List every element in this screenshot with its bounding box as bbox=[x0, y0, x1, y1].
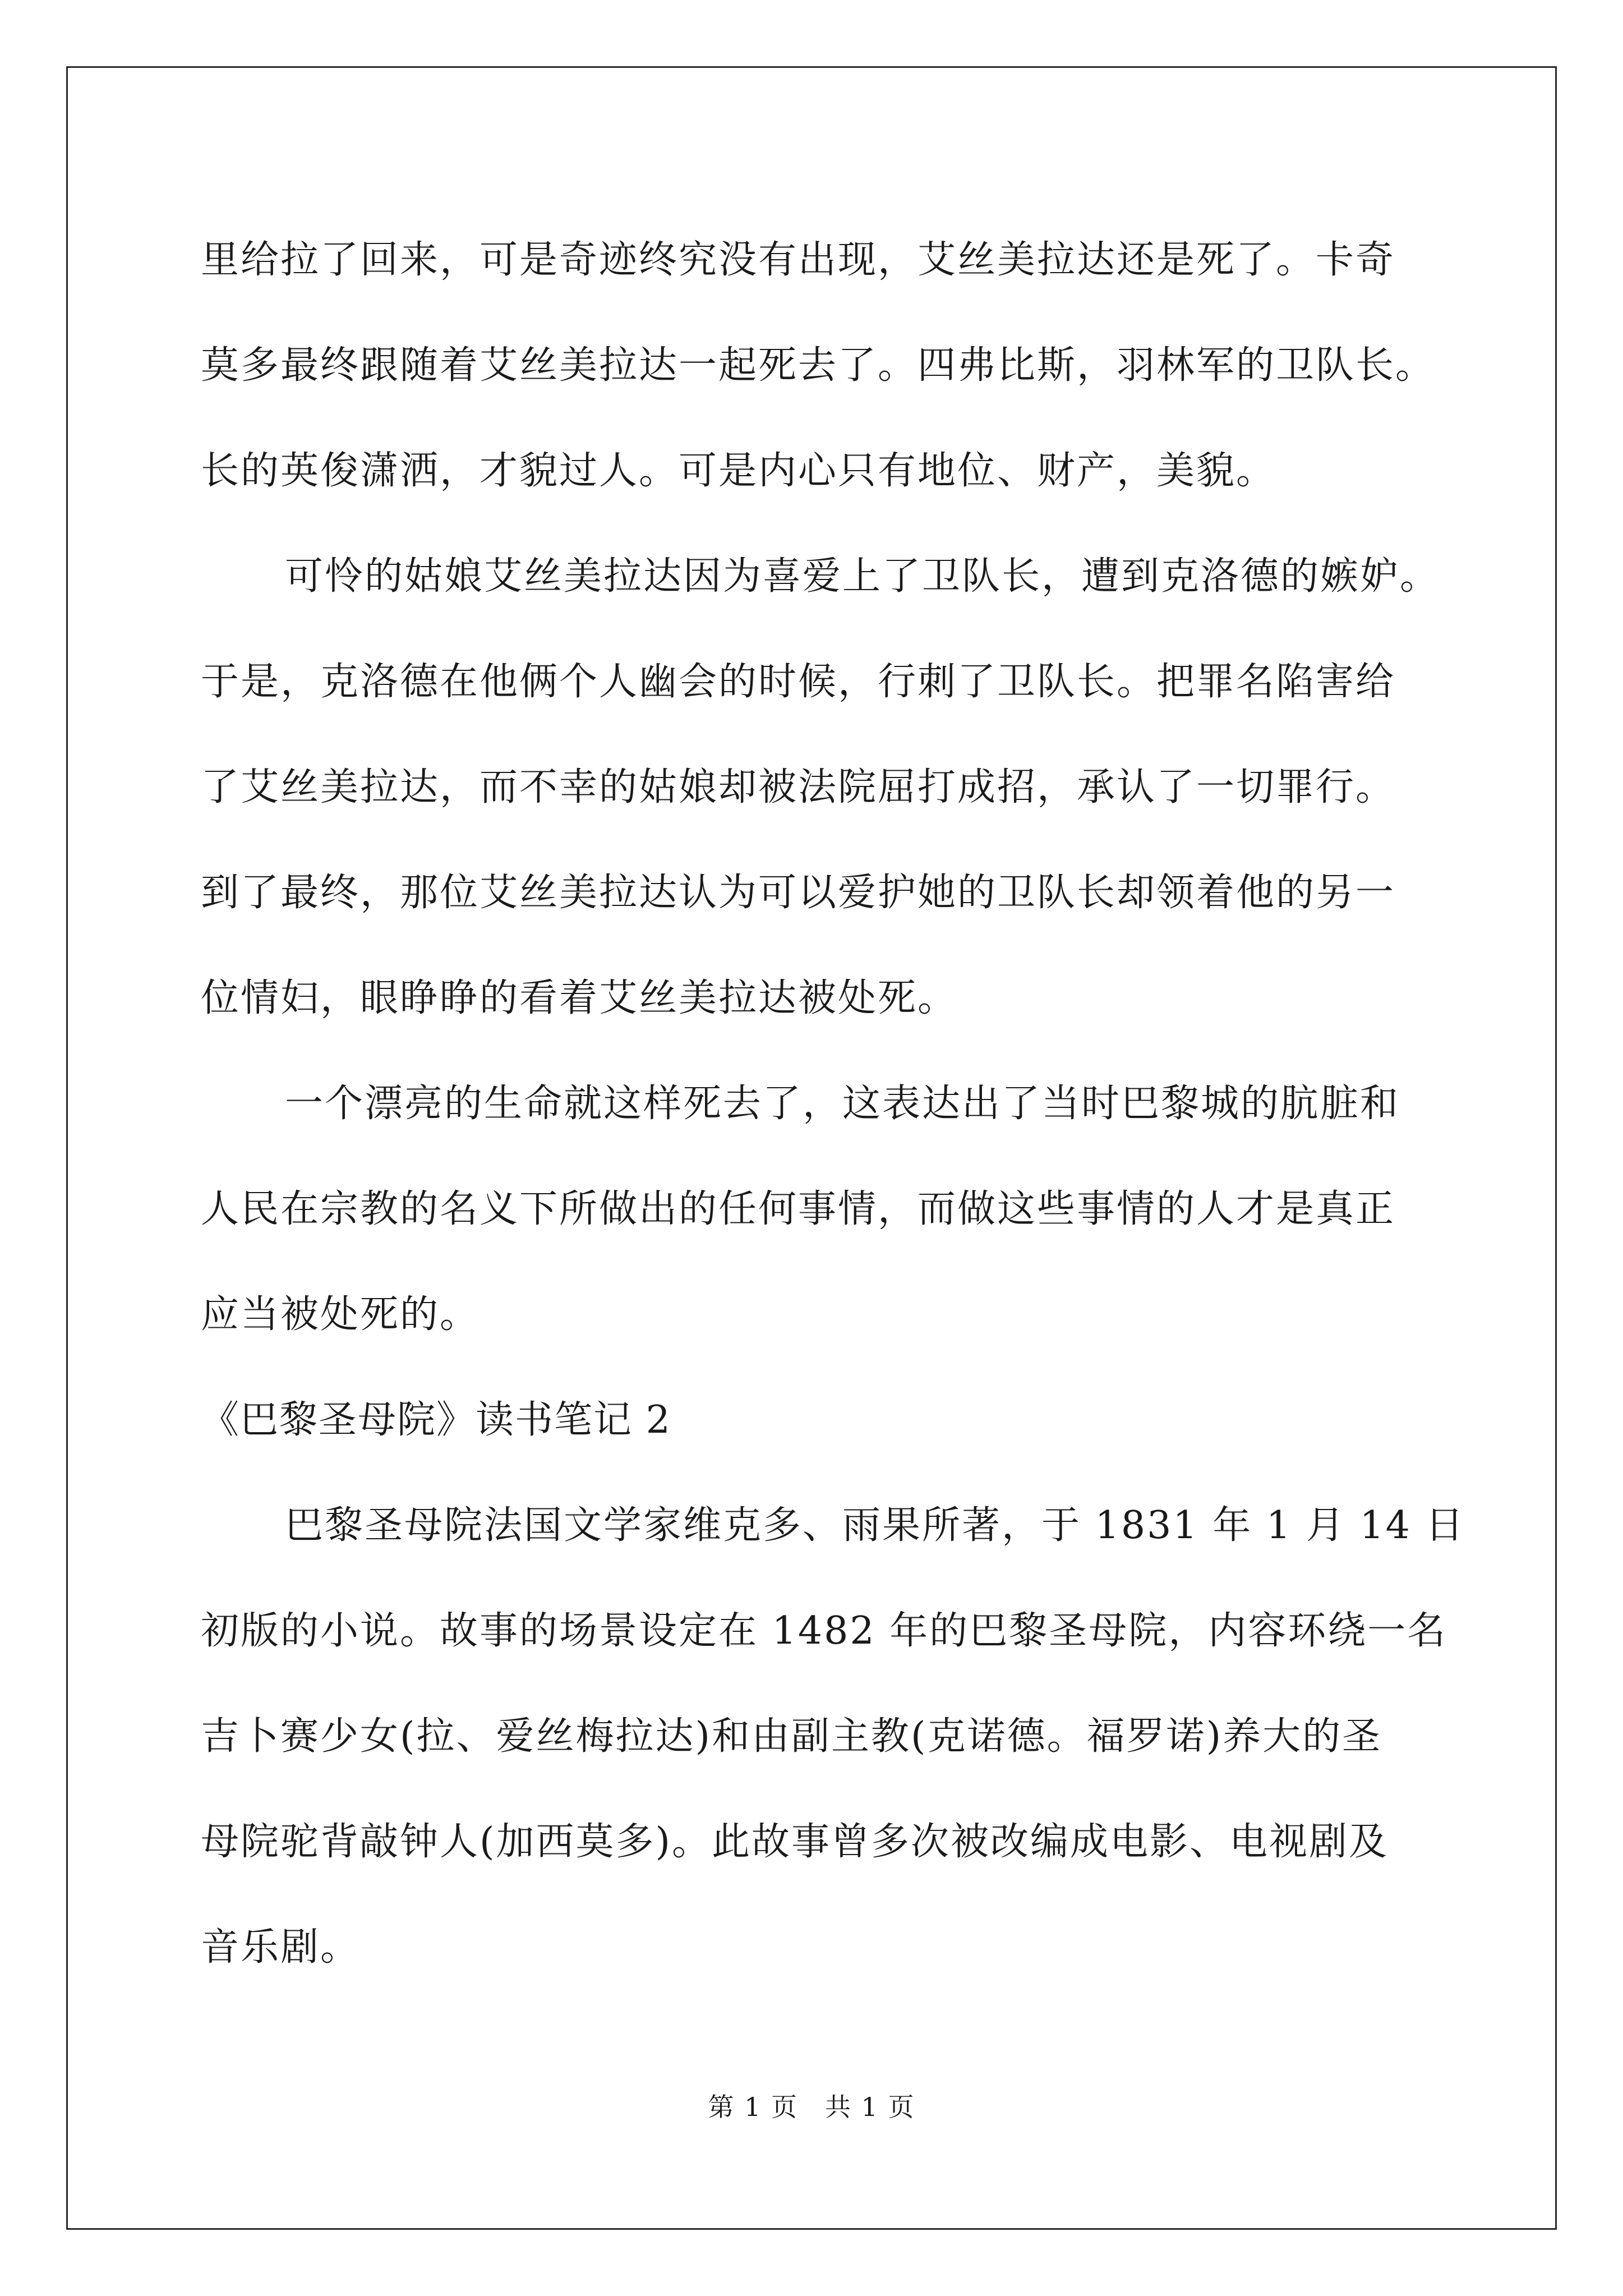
paragraph-line: 母院驼背敲钟人(加西莫多)。此故事曾多次被改编成电影、电视剧及 bbox=[201, 1820, 1389, 1864]
paragraph-line: 了艾丝美拉达，而不幸的姑娘却被法院屈打成招，承认了一切罪行。 bbox=[201, 765, 1396, 809]
paragraph-line: 位情妇，眼睁睁的看着艾丝美拉达被处死。 bbox=[201, 976, 958, 1020]
paragraph-line: 吉卜赛少女(拉、爱丝梅拉达)和由副主教(克诺德。福罗诺)养大的圣 bbox=[201, 1714, 1382, 1759]
paragraph-line: 人民在宗教的名义下所做出的任何事情，而做这些事情的人才是真正 bbox=[201, 1187, 1396, 1231]
page-footer: 第 1 页 共 1 页 bbox=[708, 2092, 915, 2122]
paragraph-line: 音乐剧。 bbox=[201, 1925, 361, 1970]
paragraph-line: 长的英俊潇洒，才貌过人。可是内心只有地位、财产，美貌。 bbox=[201, 449, 1276, 493]
document-body bbox=[201, 208, 1465, 2000]
paragraph-line: 可怜的姑娘艾丝美拉达因为喜爱上了卫队长，遭到克洛德的嫉妒。 bbox=[285, 554, 1440, 599]
paragraph-line: 一个漂亮的生命就这样死去了，这表达出了当时巴黎城的肮脏和 bbox=[285, 1082, 1400, 1126]
paragraph-line: 巴黎圣母院法国文学家维克多、雨果所著，于 1831 年 1 月 14 日 bbox=[285, 1503, 1465, 1548]
paragraph-line: 里给拉了回来，可是奇迹终究没有出现，艾丝美拉达还是死了。卡奇 bbox=[201, 238, 1396, 282]
paragraph-line: 莫多最终跟随着艾丝美拉达一起死去了。四弗比斯，羽林军的卫队长。 bbox=[201, 343, 1436, 388]
paragraph-line: 到了最终，那位艾丝美拉达认为可以爱护她的卫队长却领着他的另一 bbox=[201, 871, 1396, 915]
paragraph-line: 初版的小说。故事的场景设定在 1482 年的巴黎圣母院，内容环绕一名 bbox=[201, 1609, 1447, 1653]
paragraph-line: 应当被处死的。 bbox=[201, 1292, 480, 1337]
paragraph-line: 于是，克洛德在他俩个人幽会的时候，行刺了卫队长。把罪名陷害给 bbox=[201, 660, 1396, 704]
section-heading: 《巴黎圣母院》读书笔记 2 bbox=[201, 1398, 671, 1442]
